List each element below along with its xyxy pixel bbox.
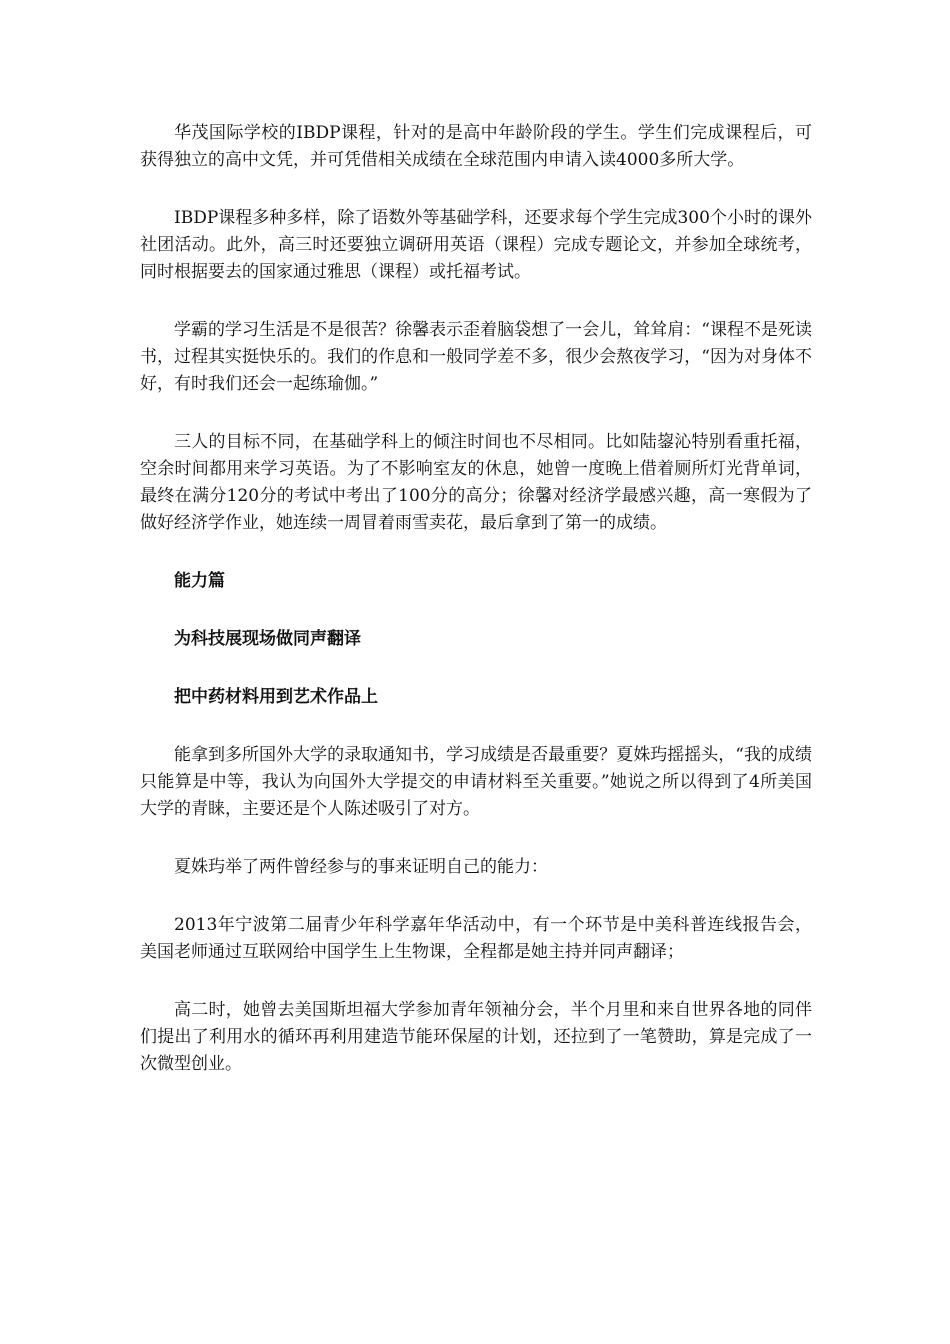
paragraph-goals: 三人的目标不同，在基础学科上的倾注时间也不尽相同。比如陆鋆沁特别看重托福，空余时间都用来学习英语。为了不影响室友的休息，她曾一度晚上借着厕所灯光背单词，最终在满分120分的考试中考出了100分的高分；徐馨对经济学最感兴趣，高一寒假为了做好经济学作业，她连续一周冒着雨雪卖花，最后拿到了第一的成绩。	[140, 432, 812, 533]
section-heading: 能力篇	[174, 571, 225, 591]
subheading-translation: 为科技展现场做同声翻译	[174, 629, 361, 649]
paragraph-admission: 能拿到多所国外大学的录取通知书，学习成绩是否最重要？夏姝玙摇摇头，“我的成绩只能算是中等，我认为向国外大学提交的申请材料至关重要。”她说之所以得到了4所美国大学的青睐，主要还是个人陈述吸引了对方。	[140, 745, 812, 819]
subheading-art: 把中药材料用到艺术作品上	[174, 687, 378, 707]
paragraph-two-events: 夏姝玙举了两件曾经参与的事来证明自己的能力：	[174, 857, 548, 877]
paragraph-science-carnival: 2013年宁波第二届青少年科学嘉年华活动中，有一个环节是中美科普连线报告会，美国老师通过互联网给中国学生上生物课，全程都是她主持并同声翻译；	[140, 915, 812, 962]
paragraph-stanford: 高二时，她曾去美国斯坦福大学参加青年领袖分会，半个月里和来自世界各地的同伴们提出了利用水的循环再利用建造节能环保屋的计划，还拉到了一笔赞助，算是完成了一次微型创业。	[140, 1000, 812, 1074]
paragraph-ibdp-intro: 华茂国际学校的IBDP课程，针对的是高中年龄阶段的学生。学生们完成课程后，可获得独立的高中文凭，并可凭借相关成绩在全球范围内申请入读4000多所大学。	[140, 123, 812, 170]
paragraph-study-life: 学霸的学习生活是不是很苦？徐馨表示歪着脑袋想了一会儿，耸耸肩：“课程不是死读书，过程其实挺快乐的。我们的作息和一般同学差不多，很少会熬夜学习，“因为对身体不好，有时我们还会一起练瑜伽。”	[140, 320, 812, 394]
paragraph-ibdp-courses: IBDP课程多种多样，除了语数外等基础学科，还要求每个学生完成300个小时的课外社团活动。此外，高三时还要独立调研用英语（课程）完成专题论文，并参加全球统考，同时根据要去的国家通过雅思（课程）或托福考试。	[140, 208, 812, 282]
document-body	[140, 120, 812, 1109]
